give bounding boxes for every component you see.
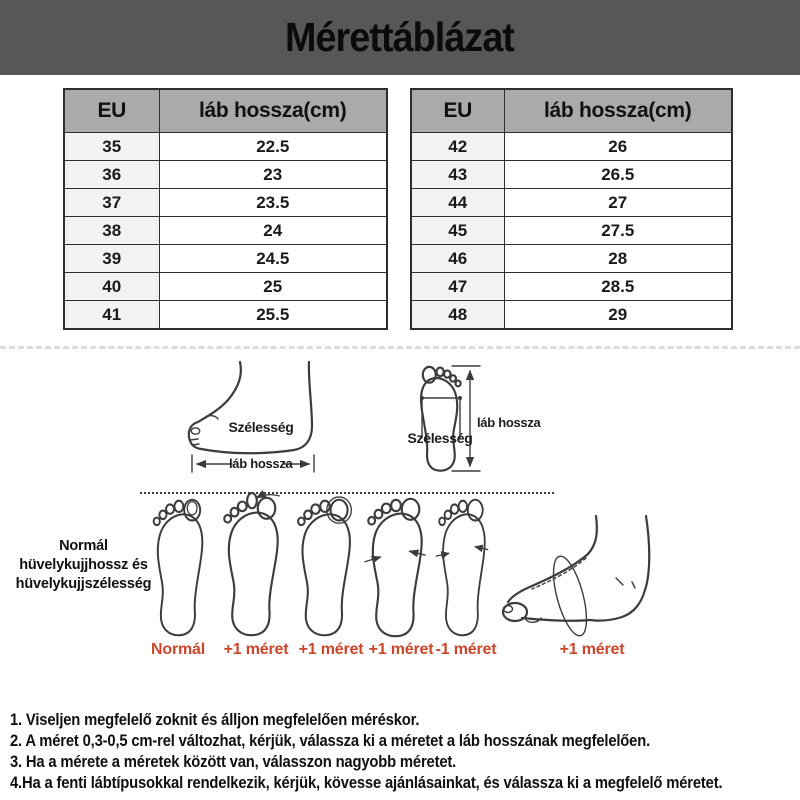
table-row [64,217,387,245]
note-line: hüvelykujjszélesség [15,576,152,592]
foot-length-cell: 26.5 [504,161,732,189]
footprint-narrow-foot-figure [433,496,491,637]
foot-type-label: Normál [151,641,205,658]
instructions-block [10,709,797,793]
eu-size-cell: 46 [411,245,504,273]
table-header-row [411,89,732,133]
table-header-row [64,89,387,133]
foot-length-cell: 27 [504,189,732,217]
foot-type-note [6,537,161,594]
table-row [411,301,732,330]
table-row [64,301,387,330]
eu-size-cell: 36 [64,161,159,189]
foot-high-instep-figure [498,514,658,640]
top-view-length-label: láb hossza [477,415,541,430]
foot-length-cell: 29 [504,301,732,330]
table-row [64,273,387,301]
eu-size-cell: 47 [411,273,504,301]
foot-top-measure-figure [398,362,488,474]
foot-type-label: -1 méret [435,641,497,658]
table-row [411,273,732,301]
foot-type-label: +1 méret [223,641,289,658]
foot-length-cell: 27.5 [504,217,732,245]
eu-size-cell: 35 [64,133,159,161]
foot-length-cell: 22.5 [159,133,387,161]
footprint-wide-big-toe-figure [291,496,357,637]
column-header-eu: EU [64,89,159,133]
foot-length-cell: 24.5 [159,245,387,273]
table-row [411,189,732,217]
foot-length-cell: 23.5 [159,189,387,217]
note-line: hüvelykujjhossz és [19,557,148,573]
instruction-line: 3. Ha a mérete a méretek között van, válasszon nagyobb méretet. [10,752,457,771]
eu-size-cell: 39 [64,245,159,273]
dotted-baseline [140,492,554,494]
foot-type-label: +1 méret [368,641,434,658]
foot-length-cell: 26 [504,133,732,161]
table-row [411,217,732,245]
foot-length-cell: 28 [504,245,732,273]
foot-type-label: +1 méret [559,641,625,658]
footprint-normal-figure [147,496,209,637]
footprint-long-second-toe-figure [217,494,285,637]
size-table-eu-35-41 [63,88,388,330]
side-view-length-label: láb hossza [229,456,293,471]
note-line: Normál [59,538,108,554]
column-header-foot-length: láb hossza(cm) [159,89,387,133]
foot-length-cell: 25 [159,273,387,301]
instruction-line: 4.Ha a fenti lábtípusokkal rendelkezik, kérjük, kövesse ajánlásainkat, és válassza ki a megfelelő méretet. [10,773,723,792]
eu-size-cell: 44 [411,189,504,217]
eu-size-cell: 48 [411,301,504,330]
table-row [411,133,732,161]
column-header-eu: EU [411,89,504,133]
instruction-line: 1. Viseljen megfelelő zoknit és álljon megfelelően méréskor. [10,710,420,729]
table-row [64,161,387,189]
eu-size-cell: 42 [411,133,504,161]
eu-size-cell: 41 [64,301,159,330]
table-row [64,245,387,273]
eu-size-cell: 40 [64,273,159,301]
table-row [411,161,732,189]
eu-size-cell: 37 [64,189,159,217]
page-title: Mérettáblázat [285,14,515,60]
top-view-width-label: Szélesség [407,430,473,446]
side-view-width-label: Szélesség [228,419,294,435]
eu-size-cell: 45 [411,217,504,245]
eu-size-cell: 43 [411,161,504,189]
dashed-divider [0,346,800,349]
header-banner [0,0,800,75]
foot-type-label: +1 méret [298,641,364,658]
foot-length-cell: 25.5 [159,301,387,330]
foot-length-cell: 28.5 [504,273,732,301]
foot-length-cell: 23 [159,161,387,189]
instruction-line: 2. A méret 0,3-0,5 cm-rel változhat, kérjük, válassza ki a méretet a láb hosszának megfelelően. [10,731,651,750]
table-row [411,245,732,273]
table-row [64,133,387,161]
column-header-foot-length: láb hossza(cm) [504,89,732,133]
footprint-wide-foot-figure [361,495,429,638]
foot-length-cell: 24 [159,217,387,245]
table-row [64,189,387,217]
size-table-eu-42-48 [410,88,733,330]
eu-size-cell: 38 [64,217,159,245]
